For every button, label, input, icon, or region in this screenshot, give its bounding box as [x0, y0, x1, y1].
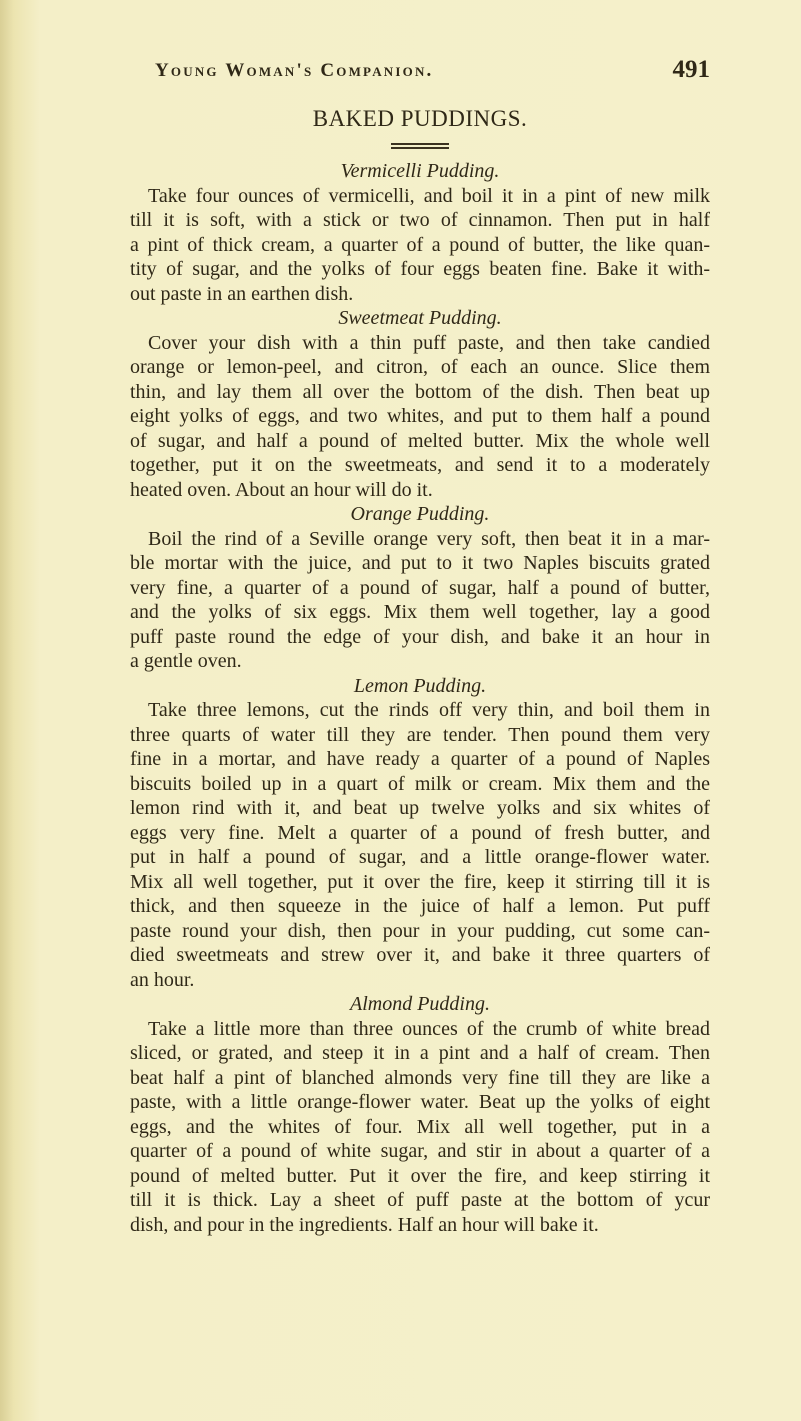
text-line: an hour. — [130, 968, 195, 991]
text-line: till it is soft, with a stick or two of cinnamon. Then put in half — [130, 209, 710, 231]
text-line: paste, with a little orange-flower water. Beat up the yolks of eight — [130, 1091, 710, 1113]
recipe-section — [130, 159, 710, 306]
recipe-heading: Vermicelli Pudding. — [340, 160, 500, 182]
text-line: a pint of thick cream, a quarter of a pound of butter, the like quan- — [130, 233, 710, 256]
recipe-heading: Sweetmeat Pudding. — [338, 307, 502, 329]
recipe-heading: Orange Pudding. — [350, 503, 490, 525]
text-line: died sweetmeats and strew over it, and bake it three quarters of — [130, 944, 710, 966]
text-line: together, put it on the sweetmeats, and send it to a moderately — [130, 454, 710, 476]
text-line: heated oven. About an hour will do it. — [130, 478, 433, 501]
text-line: tity of sugar, and the yolks of four eggs beaten fine. Bake it with- — [130, 258, 710, 280]
text-line: beat half a pint of blanched almonds very fine till they are like a — [130, 1066, 710, 1089]
running-title: Young Woman's Companion. — [155, 60, 434, 81]
text-line: till it is thick. Lay a sheet of puff paste at the bottom of ycur — [130, 1189, 710, 1211]
text-line: put in half a pound of sugar, and a little orange-flower water. — [130, 846, 710, 868]
text-line: and the yolks of six eggs. Mix them well together, lay a good — [130, 601, 710, 623]
page-number: 491 — [672, 56, 710, 83]
chapter-title: BAKED PUDDINGS. — [312, 106, 528, 131]
text-line: thin, and lay them all over the bottom of the dish. Then beat up — [130, 380, 710, 403]
text-line: paste round your dish, then pour in your pudding, cut some can- — [130, 919, 710, 942]
double-rule-divider — [391, 143, 449, 149]
text-line: quarter of a pound of white sugar, and stir in about a quarter of a — [130, 1140, 710, 1162]
text-line: of sugar, and half a pound of melted butter. Mix the whole well — [130, 429, 710, 452]
text-line: Take a little more than three ounces of the crumb of white bread — [148, 1017, 710, 1040]
recipe-heading: Almond Pudding. — [350, 993, 490, 1015]
text-line: eggs, and the whites of four. Mix all well together, put in a — [130, 1115, 710, 1138]
text-line: ble mortar with the juice, and put to it two Naples biscuits grated — [130, 552, 710, 574]
text-line: a gentle oven. — [130, 650, 242, 672]
text-line: thick, and then squeeze in the juice of half a lemon. Put puff — [130, 895, 710, 917]
text-line: fine in a mortar, and have ready a quarter of a pound of Naples — [130, 748, 710, 770]
text-line: three quarts of water till they are tender. Then pound them very — [130, 723, 710, 746]
recipe-heading: Lemon Pudding. — [353, 674, 487, 697]
recipe-section — [130, 502, 710, 674]
text-line: Mix all well together, put it over the fire, keep it stirring till it is — [130, 870, 710, 893]
text-line: sliced, or grated, and steep it in a pint and a half of cream. Then — [130, 1042, 710, 1064]
recipe-section — [130, 674, 710, 993]
text-line: lemon rind with it, and beat up twelve yolks and six whites of — [130, 797, 710, 819]
text-line: Take three lemons, cut the rinds off very thin, and boil them in — [148, 699, 710, 721]
text-line: biscuits boiled up in a quart of milk or cream. Mix them and the — [130, 772, 710, 795]
text-line: Boil the rind of a Seville orange very soft, then beat it in a mar- — [148, 527, 710, 550]
text-line: dish, and pour in the ingredients. Half an hour will bake it. — [130, 1213, 599, 1236]
running-header — [130, 58, 710, 88]
text-line: eggs very fine. Melt a quarter of a pound of fresh butter, and — [130, 821, 710, 844]
text-line: out paste in an earthen dish. — [130, 282, 354, 305]
text-line: eight yolks of eggs, and two whites, and put to them half a pound — [130, 405, 710, 427]
text-line: Cover your dish with a thin puff paste, and then take candied — [148, 331, 710, 354]
text-line: Take four ounces of vermicelli, and boil it in a pint of new milk — [148, 184, 710, 207]
text-line: puff paste round the edge of your dish, and bake it an hour in — [130, 625, 710, 648]
text-line: very fine, a quarter of a pound of sugar, half a pound of butter, — [130, 576, 710, 599]
text-line: orange or lemon-peel, and citron, of each an ounce. Slice them — [130, 356, 710, 378]
recipe-section — [130, 306, 710, 502]
text-line: pound of melted butter. Put it over the fire, and keep stirring it — [130, 1164, 710, 1187]
recipe-section — [130, 992, 710, 1237]
page-body — [130, 159, 710, 1237]
